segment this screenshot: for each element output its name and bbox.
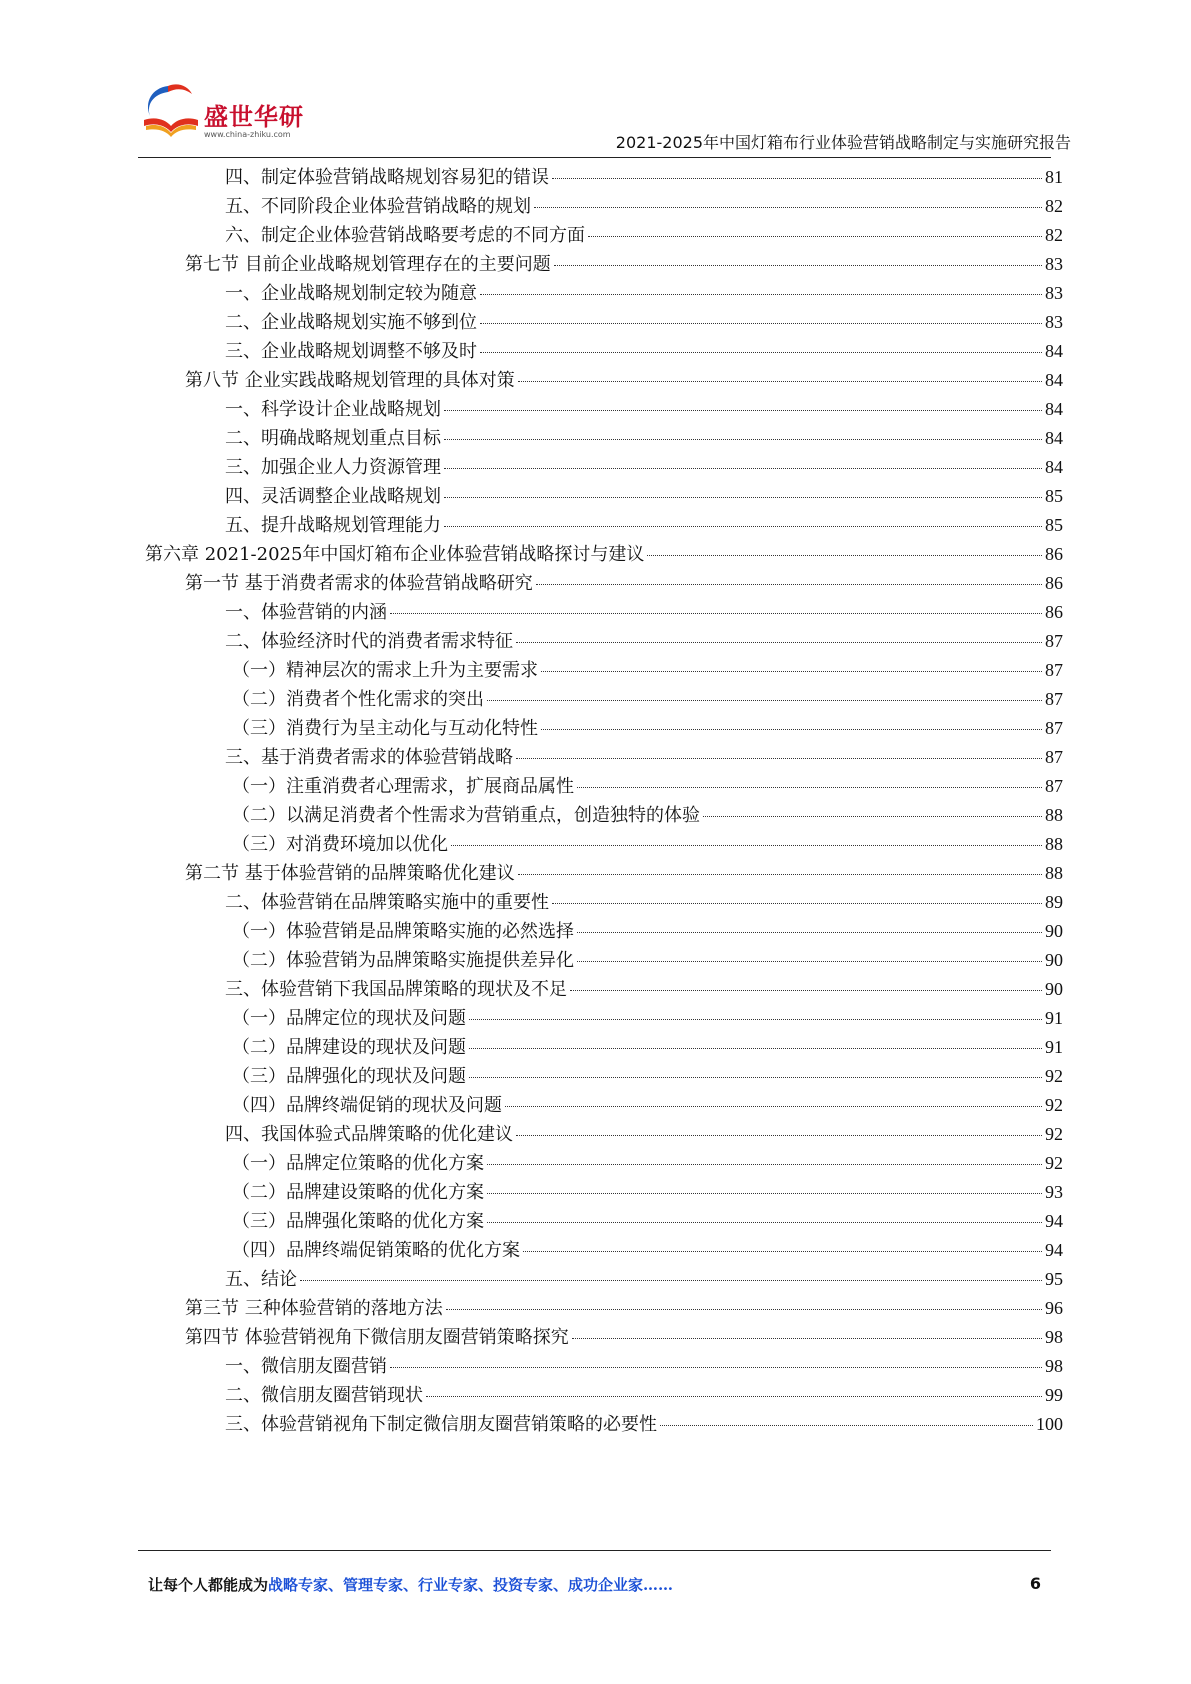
toc-entry-page: 84 [1045,428,1063,448]
toc-entry-page: 82 [1045,196,1063,216]
toc-entry[interactable] [0,539,1063,570]
toc-entry-label: 五、结论 [225,1269,297,1290]
toc-entry-label: 第三节 三种体验营销的落地方法 [185,1298,443,1319]
toc-entry-page: 99 [1045,1385,1063,1405]
toc-leader-dots [390,612,1042,614]
toc-entry-page: 82 [1045,225,1063,245]
toc-entry[interactable] [0,510,1063,541]
toc-entry-label: （二）体验营销为品牌策略实施提供差异化 [232,950,574,971]
toc-leader-dots [577,931,1042,933]
toc-entry-page: 87 [1045,689,1063,709]
toc-leader-dots [660,1424,1033,1426]
header-divider [138,157,1051,158]
toc-entry-page: 84 [1045,341,1063,361]
toc-entry-page: 83 [1045,254,1063,274]
toc-leader-dots [552,902,1042,904]
toc-entry-page: 87 [1045,747,1063,767]
toc-entry-page: 95 [1045,1269,1063,1289]
slogan-roles: 战略专家、管理专家、行业专家、投资专家、成功企业家…… [268,1576,674,1594]
footer-divider [138,1550,1051,1551]
toc-entry-label: （二）品牌建设策略的优化方案 [232,1182,484,1203]
toc-leader-dots [518,873,1042,875]
toc-leader-dots [480,322,1042,324]
toc-entry-label: （三）消费行为呈主动化与互动化特性 [232,718,538,739]
toc-entry-label: 第四节 体验营销视角下微信朋友圈营销策略探究 [185,1327,569,1348]
toc-leader-dots [444,467,1042,469]
toc-entry[interactable] [0,307,1063,338]
toc-entry-label: 三、基于消费者需求的体验营销战略 [225,747,513,768]
toc-entry-label: 三、体验营销下我国品牌策略的现状及不足 [225,979,567,1000]
toc-entry[interactable] [0,974,1063,1005]
toc-entry-page: 84 [1045,399,1063,419]
toc-entry[interactable] [0,916,1063,947]
toc-entry-label: （一）品牌定位的现状及问题 [232,1008,466,1029]
toc-entry-page: 84 [1045,457,1063,477]
toc-entry-page: 90 [1045,921,1063,941]
toc-entry-page: 86 [1045,544,1063,564]
toc-entry-label: 三、企业战略规划调整不够及时 [225,341,477,362]
toc-leader-dots [552,177,1042,179]
toc-entry[interactable] [0,394,1063,425]
toc-entry[interactable] [0,1264,1063,1295]
toc-leader-dots [577,960,1042,962]
toc-leader-dots [487,699,1042,701]
toc-leader-dots [300,1279,1042,1281]
toc-leader-dots [554,264,1042,266]
toc-entry-label: （四）品牌终端促销策略的优化方案 [232,1240,520,1261]
toc-leader-dots [444,409,1042,411]
toc-leader-dots [516,1134,1042,1136]
toc-leader-dots [451,844,1042,846]
toc-entry[interactable] [0,1206,1063,1237]
toc-leader-dots [487,1163,1042,1165]
toc-entry-page: 91 [1045,1008,1063,1028]
toc-entry[interactable] [0,1119,1063,1150]
toc-entry[interactable] [0,597,1063,628]
toc-entry-label: （一）精神层次的需求上升为主要需求 [232,660,538,681]
toc-leader-dots [426,1395,1042,1397]
toc-leader-dots [469,1076,1042,1078]
toc-entry-page: 90 [1045,950,1063,970]
toc-leader-dots [444,438,1042,440]
toc-entry-page: 87 [1045,776,1063,796]
logo-url: www.china-zhiku.com [204,130,291,139]
toc-entry-page: 85 [1045,486,1063,506]
toc-entry[interactable] [0,191,1063,222]
toc-leader-dots [444,525,1042,527]
toc-entry-label: （三）品牌强化策略的优化方案 [232,1211,484,1232]
toc-entry-label: 第七节 目前企业战略规划管理存在的主要问题 [185,254,551,275]
toc-entry[interactable] [0,1090,1063,1121]
toc-entry-page: 87 [1045,631,1063,651]
toc-entry[interactable] [0,800,1063,831]
toc-entry-label: （一）体验营销是品牌策略实施的必然选择 [232,921,574,942]
toc-entry[interactable] [0,220,1063,251]
toc-leader-dots [647,554,1042,556]
toc-entry-page: 83 [1045,283,1063,303]
toc-entry-page: 83 [1045,312,1063,332]
toc-entry-page: 86 [1045,602,1063,622]
page-number: 6 [1029,1574,1041,1593]
toc-entry-page: 87 [1045,718,1063,738]
toc-entry[interactable] [0,1061,1063,1092]
toc-entry-page: 100 [1036,1414,1063,1434]
toc-entry-label: 三、体验营销视角下制定微信朋友圈营销策略的必要性 [225,1414,657,1435]
toc-entry-label: 第六章 2021-2025年中国灯箱布企业体验营销战略探讨与建议 [145,544,645,565]
toc-entry-label: 一、科学设计企业战略规划 [225,399,441,420]
toc-entry-page: 92 [1045,1066,1063,1086]
toc-leader-dots [570,989,1042,991]
footer-slogan [148,1574,673,1595]
toc-entry-label: 第一节 基于消费者需求的体验营销战略研究 [185,573,533,594]
toc-entry-page: 98 [1045,1356,1063,1376]
toc-entry-page: 88 [1045,863,1063,883]
toc-leader-dots [577,786,1042,788]
toc-leader-dots [534,206,1042,208]
toc-entry-page: 92 [1045,1124,1063,1144]
toc-entry-label: 二、体验经济时代的消费者需求特征 [225,631,513,652]
toc-leader-dots [487,1221,1042,1223]
toc-entry-label: 二、明确战略规划重点目标 [225,428,441,449]
toc-leader-dots [588,235,1042,237]
toc-leader-dots [541,670,1042,672]
toc-leader-dots [469,1047,1042,1049]
toc-entry[interactable] [0,829,1063,860]
toc-entry-page: 93 [1045,1182,1063,1202]
toc-entry-label: 五、提升战略规划管理能力 [225,515,441,536]
toc-entry-label: 一、微信朋友圈营销 [225,1356,387,1377]
toc-entry[interactable] [0,481,1063,512]
logo-book-icon [138,80,204,140]
toc-entry-label: 二、企业战略规划实施不够到位 [225,312,477,333]
toc-entry[interactable] [0,249,1063,280]
toc-entry[interactable] [0,858,1063,889]
toc-entry-label: 四、灵活调整企业战略规划 [225,486,441,507]
toc-entry-label: 一、企业战略规划制定较为随意 [225,283,477,304]
toc-leader-dots [523,1250,1042,1252]
toc-entry-label: 五、不同阶段企业体验营销战略的规划 [225,196,531,217]
toc-entry[interactable] [0,626,1063,657]
toc-entry[interactable] [0,1293,1063,1324]
toc-entry-label: 第八节 企业实践战略规划管理的具体对策 [185,370,515,391]
toc-entry-page: 92 [1045,1153,1063,1173]
toc-entry-label: （二）消费者个性化需求的突出 [232,689,484,710]
toc-entry[interactable] [0,1322,1063,1353]
toc-entry-label: （二）品牌建设的现状及问题 [232,1037,466,1058]
toc-entry-label: 二、微信朋友圈营销现状 [225,1385,423,1406]
toc-leader-dots [390,1366,1042,1368]
toc-entry[interactable] [0,887,1063,918]
toc-entry[interactable] [0,423,1063,454]
toc-entry-page: 89 [1045,892,1063,912]
toc-leader-dots [444,496,1042,498]
toc-leader-dots [518,380,1042,382]
toc-leader-dots [572,1337,1042,1339]
toc-entry-page: 81 [1045,167,1063,187]
toc-leader-dots [480,293,1042,295]
toc-leader-dots [469,1018,1042,1020]
toc-entry-label: 四、制定体验营销战略规划容易犯的错误 [225,167,549,188]
toc-leader-dots [446,1308,1042,1310]
toc-entry-page: 90 [1045,979,1063,999]
toc-entry-label: 六、制定企业体验营销战略要考虑的不同方面 [225,225,585,246]
toc-entry[interactable] [0,1177,1063,1208]
toc-entry-page: 88 [1045,834,1063,854]
toc-entry-label: （二）以满足消费者个性需求为营销重点，创造独特的体验 [232,805,700,826]
toc-entry[interactable] [0,278,1063,309]
toc-entry-label: （三）对消费环境加以优化 [232,834,448,855]
toc-entry-page: 98 [1045,1327,1063,1347]
toc-entry-label: （一）品牌定位策略的优化方案 [232,1153,484,1174]
slogan-lead: 让每个人都能成为 [148,1576,269,1594]
toc-entry[interactable] [0,1351,1063,1382]
toc-entry[interactable] [0,945,1063,976]
toc-entry-page: 94 [1045,1240,1063,1260]
toc-entry[interactable] [0,568,1063,599]
toc-entry-page: 91 [1045,1037,1063,1057]
toc-entry[interactable] [0,1409,1063,1440]
toc-entry[interactable] [0,684,1063,715]
toc-entry-page: 84 [1045,370,1063,390]
toc-leader-dots [536,583,1042,585]
toc-entry[interactable] [0,1380,1063,1411]
toc-entry-label: （三）品牌强化的现状及问题 [232,1066,466,1087]
company-logo [138,80,328,150]
toc-entry[interactable] [0,655,1063,686]
page-header [0,0,1191,160]
toc-leader-dots [487,1192,1042,1194]
toc-entry-page: 86 [1045,573,1063,593]
toc-entry[interactable] [0,365,1063,396]
toc-entry[interactable] [0,162,1063,193]
toc-entry[interactable] [0,713,1063,744]
toc-entry-label: （一）注重消费者心理需求，扩展商品属性 [232,776,574,797]
toc-entry[interactable] [0,336,1063,367]
toc-entry-page: 87 [1045,660,1063,680]
toc-leader-dots [516,641,1042,643]
toc-entry[interactable] [0,742,1063,773]
toc-entry-label: 三、加强企业人力资源管理 [225,457,441,478]
toc-entry[interactable] [0,771,1063,802]
toc-entry-page: 92 [1045,1095,1063,1115]
toc-entry-label: 二、体验营销在品牌策略实施中的重要性 [225,892,549,913]
toc-leader-dots [541,728,1042,730]
toc-entry-label: （四）品牌终端促销的现状及问题 [232,1095,502,1116]
toc-entry-page: 85 [1045,515,1063,535]
toc-entry[interactable] [0,1148,1063,1179]
toc-leader-dots [480,351,1042,353]
toc-entry-page: 94 [1045,1211,1063,1231]
toc-entry[interactable] [0,1003,1063,1034]
toc-leader-dots [516,757,1042,759]
toc-entry-page: 88 [1045,805,1063,825]
toc-leader-dots [703,815,1042,817]
toc-entry-label: 四、我国体验式品牌策略的优化建议 [225,1124,513,1145]
toc-entry-page: 96 [1045,1298,1063,1318]
report-title: 2021-2025年中国灯箱布行业体验营销战略制定与实施研究报告 [615,133,1071,152]
toc-entry[interactable] [0,452,1063,483]
toc-leader-dots [505,1105,1042,1107]
toc-entry-label: 第二节 基于体验营销的品牌策略优化建议 [185,863,515,884]
toc-entry[interactable] [0,1235,1063,1266]
toc-entry-label: 一、体验营销的内涵 [225,602,387,623]
logo-name: 盛世华研 [204,103,304,131]
toc-entry[interactable] [0,1032,1063,1063]
